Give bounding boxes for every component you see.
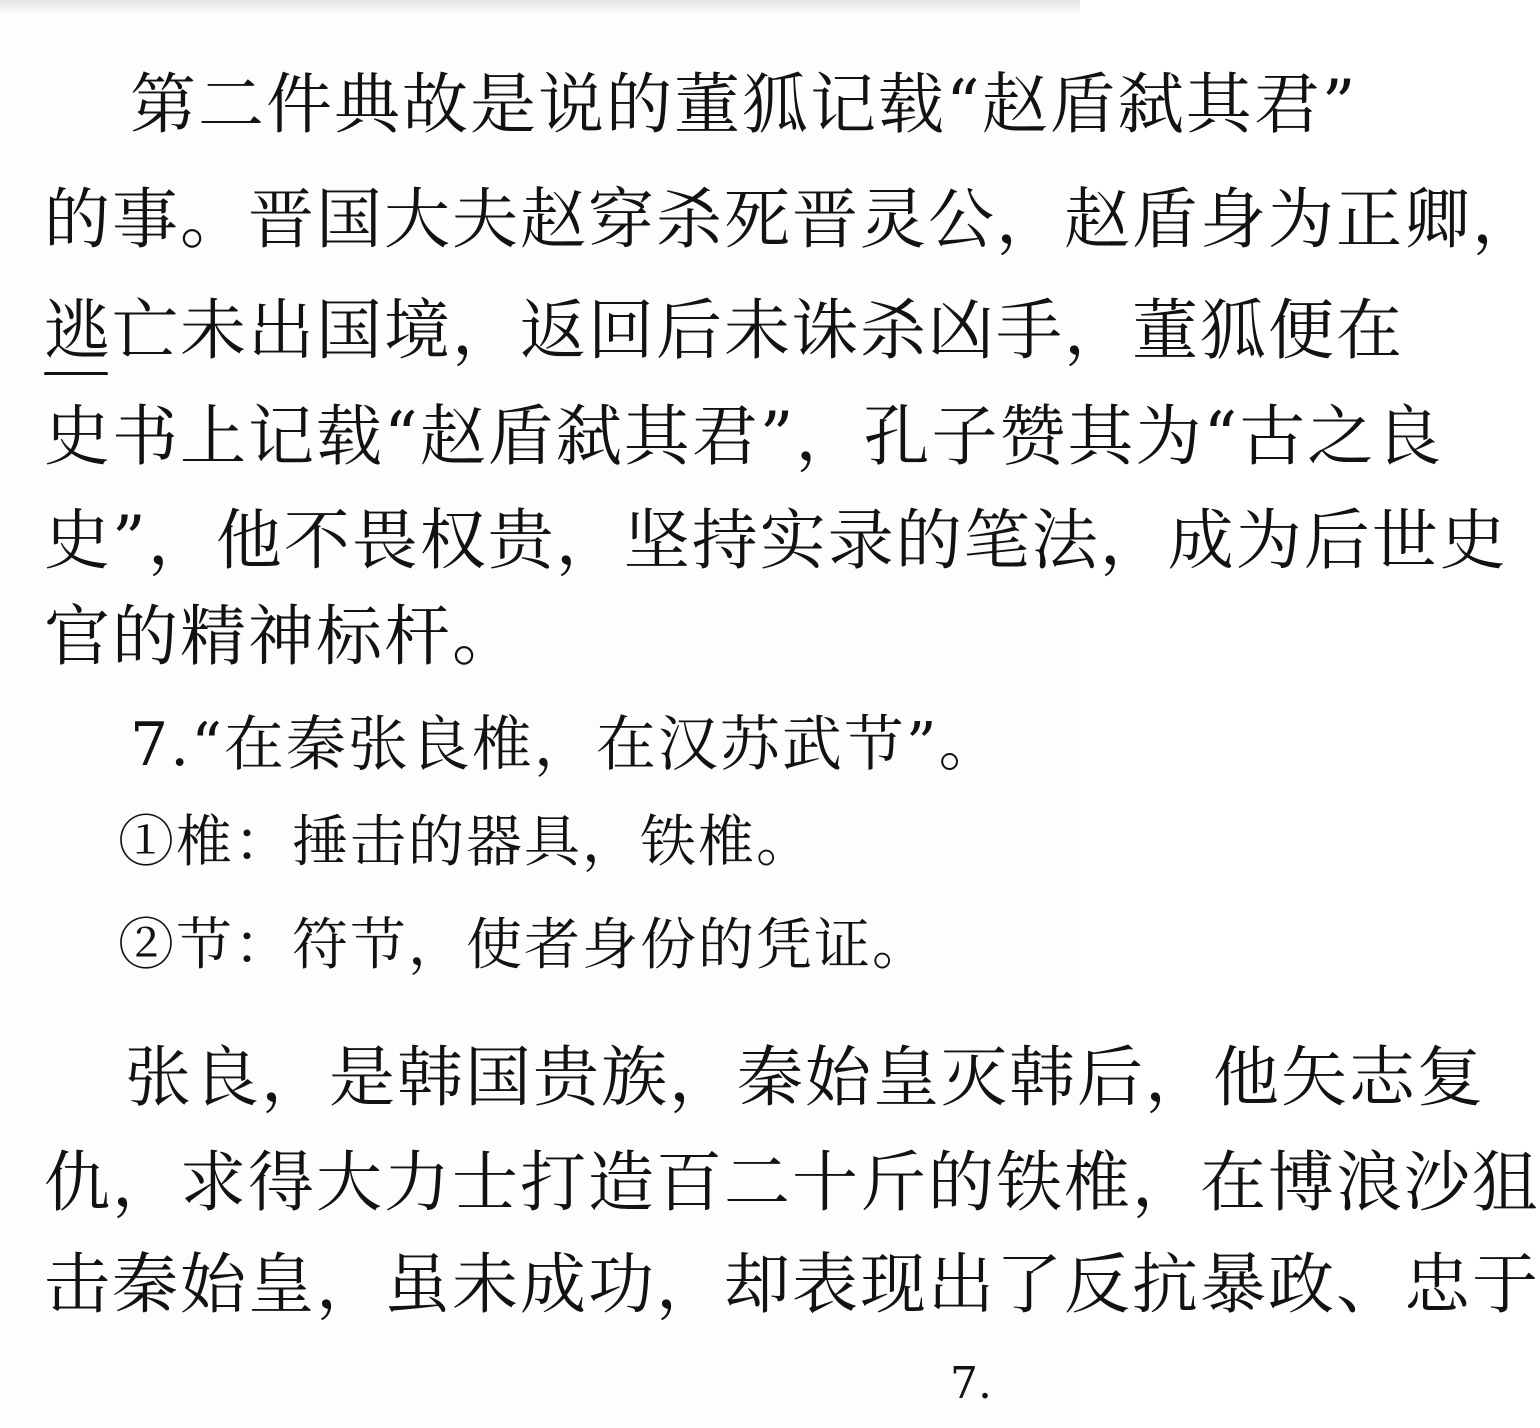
text-line-1: 第二件典故是说的董狐记载“赵盾弑其君” (130, 66, 1358, 143)
note-item-1: ①椎：捶击的器具，铁椎。 (118, 810, 814, 875)
note-item-2: ②节：符节，使者身份的凭证。 (118, 913, 930, 978)
text-line-4: 史书上记载“赵盾弑其君”，孔子赞其为“古之良 (44, 398, 1444, 475)
text-line-12: 击秦始皇，虽未成功，却表现出了反抗暴政、忠于 (44, 1246, 1540, 1323)
scan-edge (0, 0, 1080, 14)
text-line-6: 官的精神标杆。 (44, 598, 520, 675)
text-line-3: 逃亡未出国境，返回后未诛杀凶手，董狐便在 (44, 292, 1404, 369)
word-underline (44, 372, 108, 375)
text-line-2: 的事。晋国大夫赵穿杀死晋灵公，赵盾身为正卿， (44, 181, 1540, 258)
text-line-10: 张良，是韩国贵族，秦始皇灭韩后，他矢志复 (125, 1039, 1485, 1116)
text-line-11: 仇，求得大力士打造百二十斤的铁椎，在博浪沙狙 (44, 1144, 1540, 1221)
section-heading: 7.“在秦张良椎，在汉苏武节”。 (130, 710, 1001, 780)
text-line-5: 史”，他不畏权贵，坚持实录的笔法，成为后世史 (44, 502, 1508, 579)
page-number: 7. (950, 1358, 992, 1409)
